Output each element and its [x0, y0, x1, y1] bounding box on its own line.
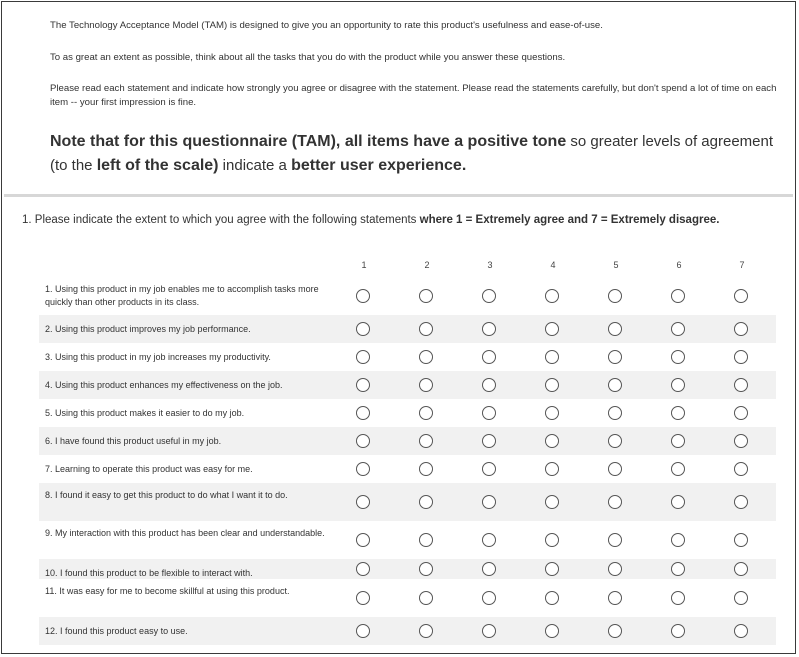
- radio-item-1-option-6[interactable]: [671, 289, 685, 303]
- radio-item-6-option-7[interactable]: [734, 434, 748, 448]
- statement-label-10: 10. I found this product to be flexible to interact with.: [45, 568, 253, 578]
- matrix-row-4: [39, 371, 776, 399]
- intro-paragraph-2: To as great an extent as possible, think about all the tasks that you do with the product while you answer these questions.: [50, 52, 566, 63]
- statement-label-9: 9. My interaction with this product has been clear and understandable.: [45, 528, 325, 538]
- question-scale-definition: where 1 = Extremely agree and 7 = Extremely disagree.: [419, 214, 720, 226]
- radio-item-6-option-4[interactable]: [545, 434, 559, 448]
- radio-item-4-option-2[interactable]: [419, 378, 433, 392]
- radio-item-10-option-3[interactable]: [482, 562, 496, 576]
- radio-item-10-option-5[interactable]: [608, 562, 622, 576]
- scale-label-6: 6: [676, 260, 682, 270]
- radio-item-6-option-5[interactable]: [608, 434, 622, 448]
- radio-item-3-option-2[interactable]: [419, 350, 433, 364]
- note-part-1: Note that for this questionnaire (TAM),: [50, 133, 345, 150]
- radio-item-9-option-6[interactable]: [671, 533, 685, 547]
- survey-frame: [1, 1, 796, 654]
- statement-label-7: 7. Learning to operate this product was easy for me.: [45, 464, 253, 474]
- radio-item-5-option-5[interactable]: [608, 406, 622, 420]
- radio-item-12-option-2[interactable]: [419, 624, 433, 638]
- radio-item-11-option-5[interactable]: [608, 591, 622, 605]
- radio-item-4-option-3[interactable]: [482, 378, 496, 392]
- radio-item-9-option-3[interactable]: [482, 533, 496, 547]
- radio-item-11-option-2[interactable]: [419, 591, 433, 605]
- radio-item-5-option-2[interactable]: [419, 406, 433, 420]
- radio-item-8-option-2[interactable]: [419, 495, 433, 509]
- radio-item-9-option-7[interactable]: [734, 533, 748, 547]
- radio-item-11-option-6[interactable]: [671, 591, 685, 605]
- matrix-row-6: [39, 427, 776, 455]
- scale-label-5: 5: [613, 260, 619, 270]
- question-text: 1. Please indicate the extent to which you agree with the following statements: [22, 214, 420, 226]
- radio-item-2-option-6[interactable]: [671, 322, 685, 336]
- radio-item-7-option-5[interactable]: [608, 462, 622, 476]
- radio-item-8-option-1[interactable]: [356, 495, 370, 509]
- radio-item-3-option-1[interactable]: [356, 350, 370, 364]
- radio-item-7-option-3[interactable]: [482, 462, 496, 476]
- radio-item-10-option-1[interactable]: [356, 562, 370, 576]
- scale-label-7: 7: [739, 260, 745, 270]
- matrix-row-5: [39, 399, 776, 427]
- radio-item-9-option-2[interactable]: [419, 533, 433, 547]
- radio-item-6-option-6[interactable]: [671, 434, 685, 448]
- radio-item-5-option-1[interactable]: [356, 406, 370, 420]
- radio-item-12-option-3[interactable]: [482, 624, 496, 638]
- radio-item-7-option-6[interactable]: [671, 462, 685, 476]
- radio-item-8-option-7[interactable]: [734, 495, 748, 509]
- radio-item-8-option-4[interactable]: [545, 495, 559, 509]
- radio-item-10-option-2[interactable]: [419, 562, 433, 576]
- statement-label-5: 5. Using this product makes it easier to do my job.: [45, 408, 245, 418]
- radio-item-8-option-5[interactable]: [608, 495, 622, 509]
- statement-label-4: 4. Using this product enhances my effectiveness on the job.: [45, 380, 283, 390]
- question-title: [22, 211, 762, 229]
- radio-item-3-option-7[interactable]: [734, 350, 748, 364]
- radio-item-4-option-4[interactable]: [545, 378, 559, 392]
- radio-item-12-option-5[interactable]: [608, 624, 622, 638]
- radio-item-3-option-4[interactable]: [545, 350, 559, 364]
- statement-label-6: 6. I have found this product useful in my job.: [45, 436, 222, 446]
- statement-label-8: 8. I found it easy to get this product to do what I want it to do.: [45, 490, 288, 500]
- matrix-row-11: [39, 579, 776, 617]
- matrix-row-1: [39, 277, 776, 315]
- radio-item-10-option-6[interactable]: [671, 562, 685, 576]
- radio-item-8-option-3[interactable]: [482, 495, 496, 509]
- radio-item-2-option-7[interactable]: [734, 322, 748, 336]
- intro-paragraph-1: The Technology Acceptance Model (TAM) is designed to give you an opportunity to rate this product's usefulness and ease-of-use.: [50, 20, 603, 31]
- radio-item-6-option-1[interactable]: [356, 434, 370, 448]
- radio-item-9-option-4[interactable]: [545, 533, 559, 547]
- radio-item-9-option-5[interactable]: [608, 533, 622, 547]
- matrix-row-12: [39, 617, 776, 645]
- radio-item-1-option-4[interactable]: [545, 289, 559, 303]
- radio-item-6-option-3[interactable]: [482, 434, 496, 448]
- statement-label-2: 2. Using this product improves my job performance.: [45, 324, 251, 334]
- radio-item-7-option-2[interactable]: [419, 462, 433, 476]
- scale-header: [2, 260, 797, 272]
- radio-item-1-option-1[interactable]: [356, 289, 370, 303]
- radio-item-4-option-6[interactable]: [671, 378, 685, 392]
- matrix-row-10: [39, 559, 776, 579]
- radio-item-1-option-5[interactable]: [608, 289, 622, 303]
- scale-label-2: 2: [424, 260, 430, 270]
- tone-note: [50, 130, 790, 178]
- radio-item-10-option-4[interactable]: [545, 562, 559, 576]
- radio-item-4-option-7[interactable]: [734, 378, 748, 392]
- radio-item-8-option-6[interactable]: [671, 495, 685, 509]
- matrix-row-8: [39, 483, 776, 521]
- radio-item-11-option-3[interactable]: [482, 591, 496, 605]
- scale-label-1: 1: [361, 260, 367, 270]
- matrix-row-7: [39, 455, 776, 483]
- radio-item-7-option-4[interactable]: [545, 462, 559, 476]
- radio-item-1-option-2[interactable]: [419, 289, 433, 303]
- radio-item-4-option-1[interactable]: [356, 378, 370, 392]
- note-bold-2: left of the scale): [96, 157, 219, 174]
- radio-item-12-option-4[interactable]: [545, 624, 559, 638]
- radio-item-9-option-1[interactable]: [356, 533, 370, 547]
- radio-item-11-option-1[interactable]: [356, 591, 370, 605]
- radio-item-7-option-7[interactable]: [734, 462, 748, 476]
- radio-item-2-option-5[interactable]: [608, 322, 622, 336]
- radio-item-5-option-7[interactable]: [734, 406, 748, 420]
- radio-item-3-option-5[interactable]: [608, 350, 622, 364]
- note-part-2: so greater levels of agreement (to the: [50, 133, 774, 174]
- radio-item-11-option-4[interactable]: [545, 591, 559, 605]
- radio-item-10-option-7[interactable]: [734, 562, 748, 576]
- radio-item-1-option-3[interactable]: [482, 289, 496, 303]
- matrix-row-9: [39, 521, 776, 559]
- scale-label-3: 3: [487, 260, 493, 270]
- note-bold-1: all items have a positive tone: [344, 133, 567, 150]
- radio-item-12-option-6[interactable]: [671, 624, 685, 638]
- note-part-3: indicate a: [218, 157, 292, 174]
- section-divider: [4, 194, 793, 197]
- radio-item-3-option-3[interactable]: [482, 350, 496, 364]
- radio-item-4-option-5[interactable]: [608, 378, 622, 392]
- statement-label-3: 3. Using this product in my job increases my productivity.: [45, 352, 271, 362]
- radio-item-5-option-4[interactable]: [545, 406, 559, 420]
- radio-item-12-option-1[interactable]: [356, 624, 370, 638]
- radio-item-2-option-1[interactable]: [356, 322, 370, 336]
- matrix-row-2: [39, 315, 776, 343]
- radio-item-7-option-1[interactable]: [356, 462, 370, 476]
- statement-label-11: 11. It was easy for me to become skillful at using this product.: [45, 586, 290, 596]
- radio-item-5-option-3[interactable]: [482, 406, 496, 420]
- radio-item-3-option-6[interactable]: [671, 350, 685, 364]
- matrix-row-3: [39, 343, 776, 371]
- radio-item-12-option-7[interactable]: [734, 624, 748, 638]
- radio-item-2-option-2[interactable]: [419, 322, 433, 336]
- statement-label-12: 12. I found this product easy to use.: [45, 626, 188, 636]
- radio-item-2-option-4[interactable]: [545, 322, 559, 336]
- radio-item-5-option-6[interactable]: [671, 406, 685, 420]
- radio-item-2-option-3[interactable]: [482, 322, 496, 336]
- intro-paragraph-3: Please read each statement and indicate how strongly you agree or disagree with the statement. Please read the statements carefully, but don't spend a lot of time on each item -- your first impression is fine.: [50, 83, 777, 108]
- radio-item-1-option-7[interactable]: [734, 289, 748, 303]
- radio-item-11-option-7[interactable]: [734, 591, 748, 605]
- scale-label-4: 4: [550, 260, 556, 270]
- note-bold-3: better user experience.: [291, 157, 467, 174]
- radio-item-6-option-2[interactable]: [419, 434, 433, 448]
- statement-label-1: 1. Using this product in my job enables me to accomplish tasks more quickly than other products in its class.: [45, 284, 319, 307]
